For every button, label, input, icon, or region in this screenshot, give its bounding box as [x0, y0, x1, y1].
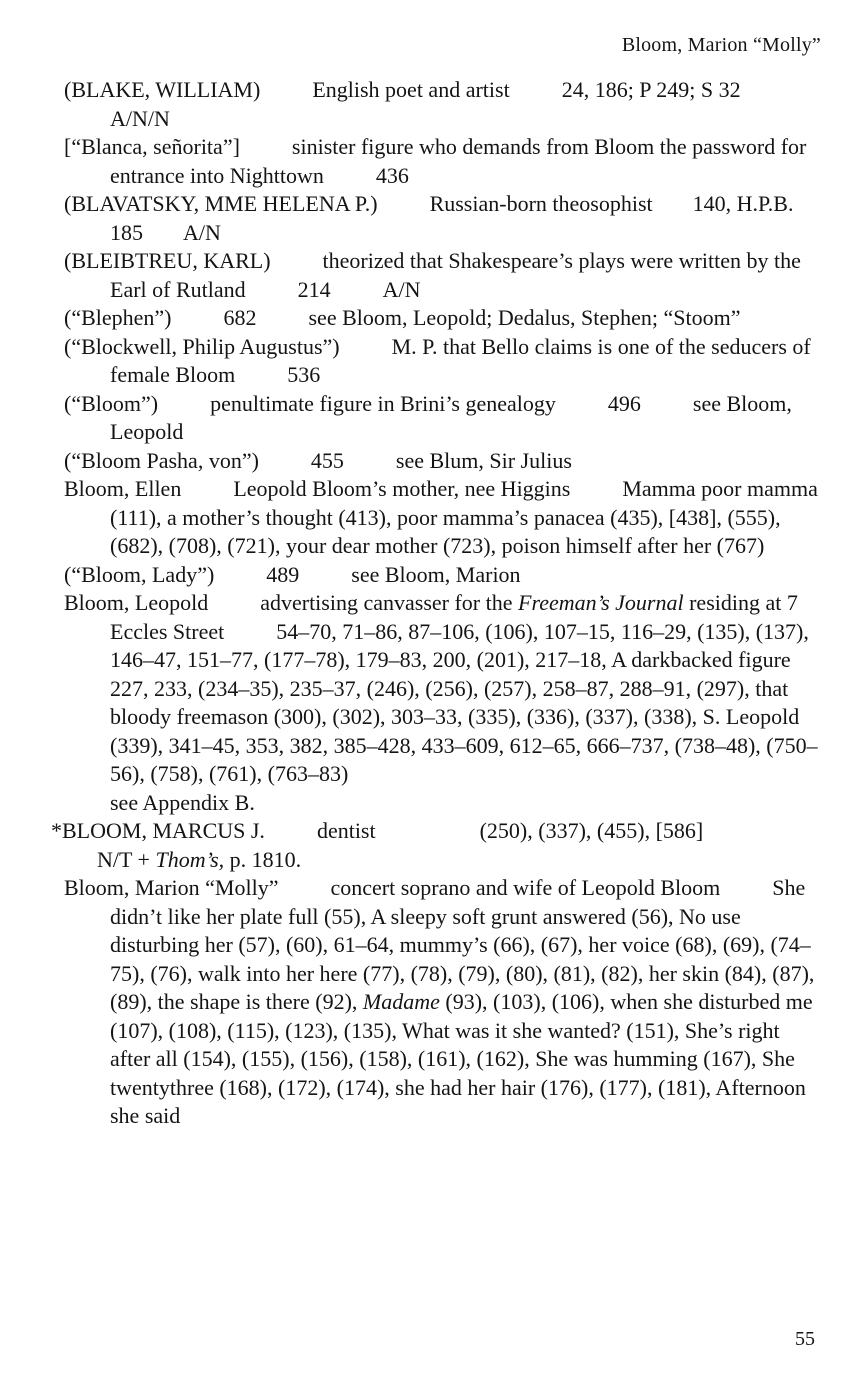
entry-head: *BLOOM, MARCUS J. [51, 818, 265, 843]
entry-desc: theorized that Shakespeare’s plays were written by the Earl of Rutland [110, 248, 801, 302]
entry-refs: 436 [375, 162, 409, 188]
running-head: Bloom, Marion “Molly” [621, 34, 821, 56]
entry-head: (BLAKE, WILLIAM) [64, 77, 261, 102]
entry-desc-title: Freeman’s Journal [518, 590, 684, 615]
entry-desc: concert soprano and wife of Leopold Bloom [330, 875, 721, 900]
entry-note: A/N/N [110, 105, 170, 131]
entry-refs: 455 [310, 447, 344, 473]
entry-refs: She didn’t like her plate full (55), A sleepy soft grunt answered (56), No use disturbing her (57), (60), 61–64, mummy’s (66), (67), her voice (68), (69), (74–75), (76), walk into her here (77), (78), (79), (80), (81), (82), her skin (84), (87), (89), the shape is there (92), [110, 875, 815, 1014]
entry-desc: sinister figure who demands from Bloom the password for entrance into Nighttown [110, 134, 807, 188]
index-entry-blake [64, 76, 824, 133]
entry-refs: 682 [223, 305, 257, 330]
index-entry-blavatsky [64, 190, 824, 247]
index-entry-bloom-ellen [64, 475, 824, 561]
entry-see: see Blum, Sir Julius [395, 447, 572, 473]
entry-refs: 214 [297, 276, 331, 302]
entry-refs: Mamma poor mamma (111), a mother’s thought (413), poor mamma’s panacea (435), [438], (555), (682), (708), (721), your dear mother (723), poison himself after her (767) [110, 476, 818, 558]
entry-head: Bloom, Leopold [64, 590, 209, 615]
entry-head: Bloom, Ellen [64, 476, 182, 501]
entry-head: Bloom, Marion “Molly” [64, 875, 279, 900]
entry-desc: English poet and artist [312, 77, 510, 102]
index-entry-blanca [64, 133, 824, 190]
entry-see: see Bloom, Leopold [110, 390, 792, 444]
index-entry-bloom-marcus [51, 817, 824, 874]
index-entry-bloom-lady [64, 561, 824, 590]
entry-note: A/N [382, 276, 421, 302]
entry-see: see Appendix B. [110, 789, 255, 815]
entry-head: (BLEIBTREU, KARL) [64, 248, 271, 273]
entry-refs: 54–70, 71–86, 87–106, (106), 107–15, 116–29, (135), (137), 146–47, 151–77, (177–78), 179–83, 200, (201), 217–18, A darkbacked figure 227, 233, (234–35), 235–37, (246), (256), (257), 258–87, 288–91, (297), that bloody freemason (300), (302), 303–33, (335), (336), (337), (338), S. Leopold (339), 341–45, 353, 382, 385–428, 433–609, 612–65, 666–737, (738–48), (750–56), (758), (761), (763–83) [110, 618, 818, 786]
entry-refs: (250), (337), (455), [586] [479, 818, 704, 843]
index-entries [51, 76, 824, 1131]
entry-see: see Bloom, Leopold; Dedalus, Stephen; “Stoom” [308, 305, 741, 330]
index-entry-bloom-pasha [64, 447, 824, 476]
entry-refs: 24, 186; P 249; S 32 [561, 77, 741, 102]
entry-note-title: Thom’s, [155, 846, 225, 872]
entry-desc: advertising canvasser for the [260, 590, 513, 615]
entry-desc: dentist [316, 818, 376, 843]
entry-refs-cont: (93), (103), (106), when she disturbed me (107), (108), (115), (123), (135), What was it she wanted? (151), She’s right after all (154), (155), (156), (158), (161), (162), She was humming (167), She twentythree (168), (172), (174), she had her hair (176), (177), (181), Afternoon she said [110, 989, 813, 1128]
entry-note-pre: N/T + [97, 846, 150, 872]
entry-refs: 489 [266, 561, 300, 587]
entry-see: see Bloom, Marion [351, 561, 521, 587]
entry-head: (“Blephen”) [64, 305, 172, 330]
entry-desc: Russian-born theosophist [429, 191, 653, 216]
entry-head: [“Blanca, señorita”] [64, 134, 240, 159]
entry-desc: penultimate figure in Brini’s genealogy [210, 390, 556, 416]
entry-refs: 140, H.P.B. 185 [110, 191, 794, 245]
index-entry-blockwell [64, 333, 824, 390]
entry-note: A/N [183, 219, 221, 245]
entry-desc: Leopold Bloom’s mother, nee Higgins [233, 476, 571, 501]
index-entry-bloom-leopold [64, 589, 824, 817]
entry-desc-tail: residing at 7 Eccles Street [110, 590, 798, 644]
entry-desc: M. P. that Bello claims is one of the seducers of female Bloom [110, 333, 811, 387]
folio: 55 [795, 1328, 815, 1350]
entry-note-post: p. 1810. [229, 846, 302, 872]
entry-refs-italic: Madame [362, 989, 440, 1014]
index-entry-bloom [64, 390, 824, 447]
entry-head: (“Bloom, Lady”) [64, 561, 215, 587]
entry-head: (“Blockwell, Philip Augustus”) [64, 333, 340, 359]
index-entry-blephen [64, 304, 824, 333]
index-entry-bloom-marion [64, 874, 824, 1131]
entry-head: (BLAVATSKY, MME HELENA P.) [64, 191, 378, 216]
entry-refs: 496 [607, 390, 641, 416]
index-entry-bleibtreu [64, 247, 824, 304]
entry-refs: 536 [287, 362, 321, 387]
entry-head: (“Bloom Pasha, von”) [64, 447, 259, 473]
entry-head: (“Bloom”) [64, 390, 159, 416]
